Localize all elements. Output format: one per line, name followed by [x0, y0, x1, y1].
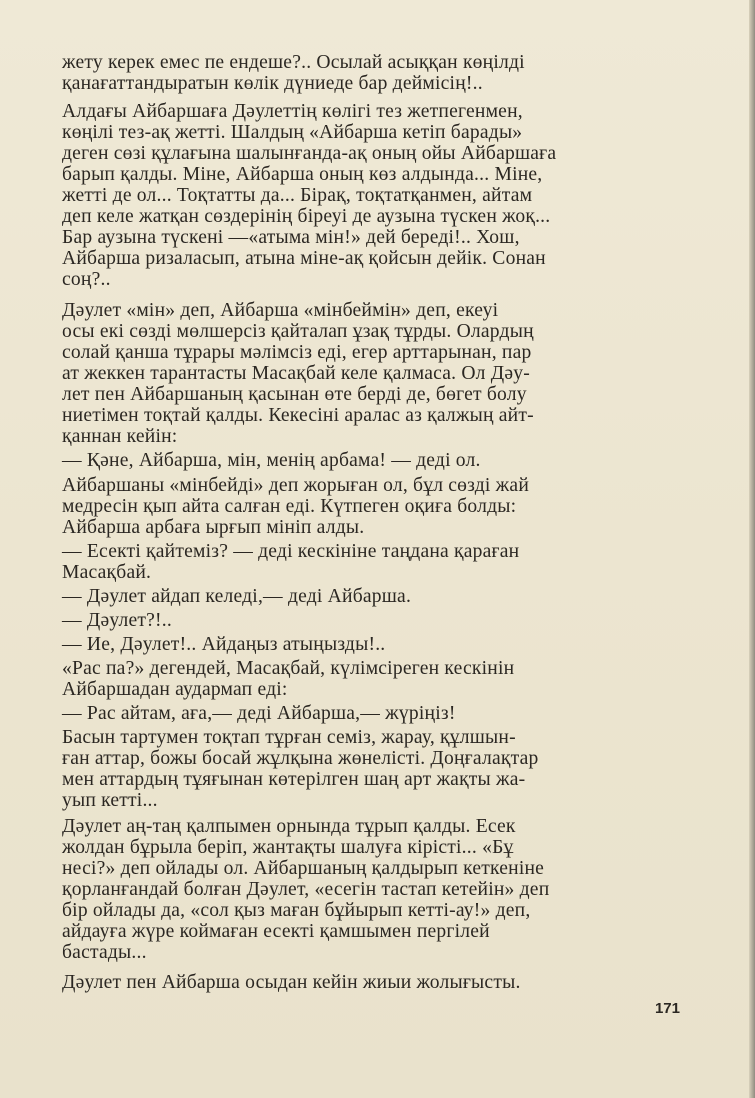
page-number: 171 [654, 1000, 680, 1017]
paragraph-12: Басын тартумен тоқтап тұрған семіз, жарау, құлшын- ған аттар, божы босай жұлқына жөнелісті. Доңғалақтар мен аттардың тұяғынан көтерілген шаң арт жақты жа- уып кетті... [62, 727, 539, 811]
page-edge-shadow [749, 0, 755, 1098]
paragraph-4: — Қәне, Айбарша, мін, менің арбама! — деді ол. [62, 450, 481, 471]
paragraph-13: Дәулет аң-таң қалпымен орнында тұрып қалды. Есек жолдан бұрыла беріп, жантақты шалуға кірісті... «Бұ несі?» деп ойлады ол. Айбаршаның қалдырып кеткеніне қорланғандай болған Дәулет, «есегін тастап кетейін» деп бір ойлады да, «сол қыз маған бұйырып кетті-ау!» деп, айдауға жүре коймаған есекті қамшымен пергілей бастады... [62, 816, 550, 963]
paragraph-8: — Дәулет?!.. [62, 610, 172, 631]
paragraph-3: Дәулет «мін» деп, Айбарша «мінбеймін» деп, екеуі осы екі сөзді мөлшерсіз қайталап ұзақ тұрды. Олардың солай қанша тұрары мәлімсіз еді, егер арттарынан, пар ат жеккен тарантасты Масақбай келе қалмаса. Ол Дәу- лет пен Айбаршаның қасынан өте берді де, бөгет болу ниетімен тоқтай қалды. Кекесіні аралас аз қалжың айт- қаннан кейін: [62, 300, 534, 447]
paragraph-6: — Есекті қайтеміз? — деді кескініне таңдана қараған Масақбай. [62, 541, 520, 583]
page-text [62, 52, 678, 993]
paragraph-14: Дәулет пен Айбарша осыдан кейін жиыи жолығысты. [62, 972, 521, 993]
paragraph-2: Алдағы Айбаршаға Дәулеттің көлігі тез жетпегенмен, көңілі тез-ақ жетті. Шалдың «Айбарша кетіп барады» деген сөзі құлағына шалынғанда-ақ оның ойы Айбаршаға барып қалды. Міне, Айбарша оның көз алдында... Міне, жетті де ол... Тоқтатты да... Бірақ, тоқтатқанмен, айтам деп келе жатқан сөздерінің біреуі де аузына түскен жоқ... Бар аузына түскені —«атыма мін!» дей береді!.. Хош, Айбарша ризаласып, атына міне-ақ қойсын дейік. Сонан соң?.. [62, 101, 557, 290]
paragraph-5: Айбаршаны «мінбейді» деп жорыған ол, бұл сөзді жай медресін қып айта салған еді. Күтпеген оқиға болды: Айбарша арбаға ырғып мініп алды. [62, 475, 529, 538]
paragraph-9: — Ие, Дәулет!.. Айдаңыз атыңызды!.. [62, 634, 386, 655]
paragraph-1: жету керек емес пе ендеше?.. Осылай асыққан көңілді қанағаттандыратын көлік дүниеде бар деймісің!.. [62, 52, 525, 94]
paragraph-10: «Рас па?» дегендей, Масақбай, күлімсіреген кескінін Айбаршадан аудармап еді: [62, 658, 515, 700]
paragraph-7: — Дәулет айдап келеді,— деді Айбарша. [62, 586, 412, 607]
paragraph-11: — Рас айтам, аға,— деді Айбарша,— жүріңіз! [62, 703, 456, 724]
